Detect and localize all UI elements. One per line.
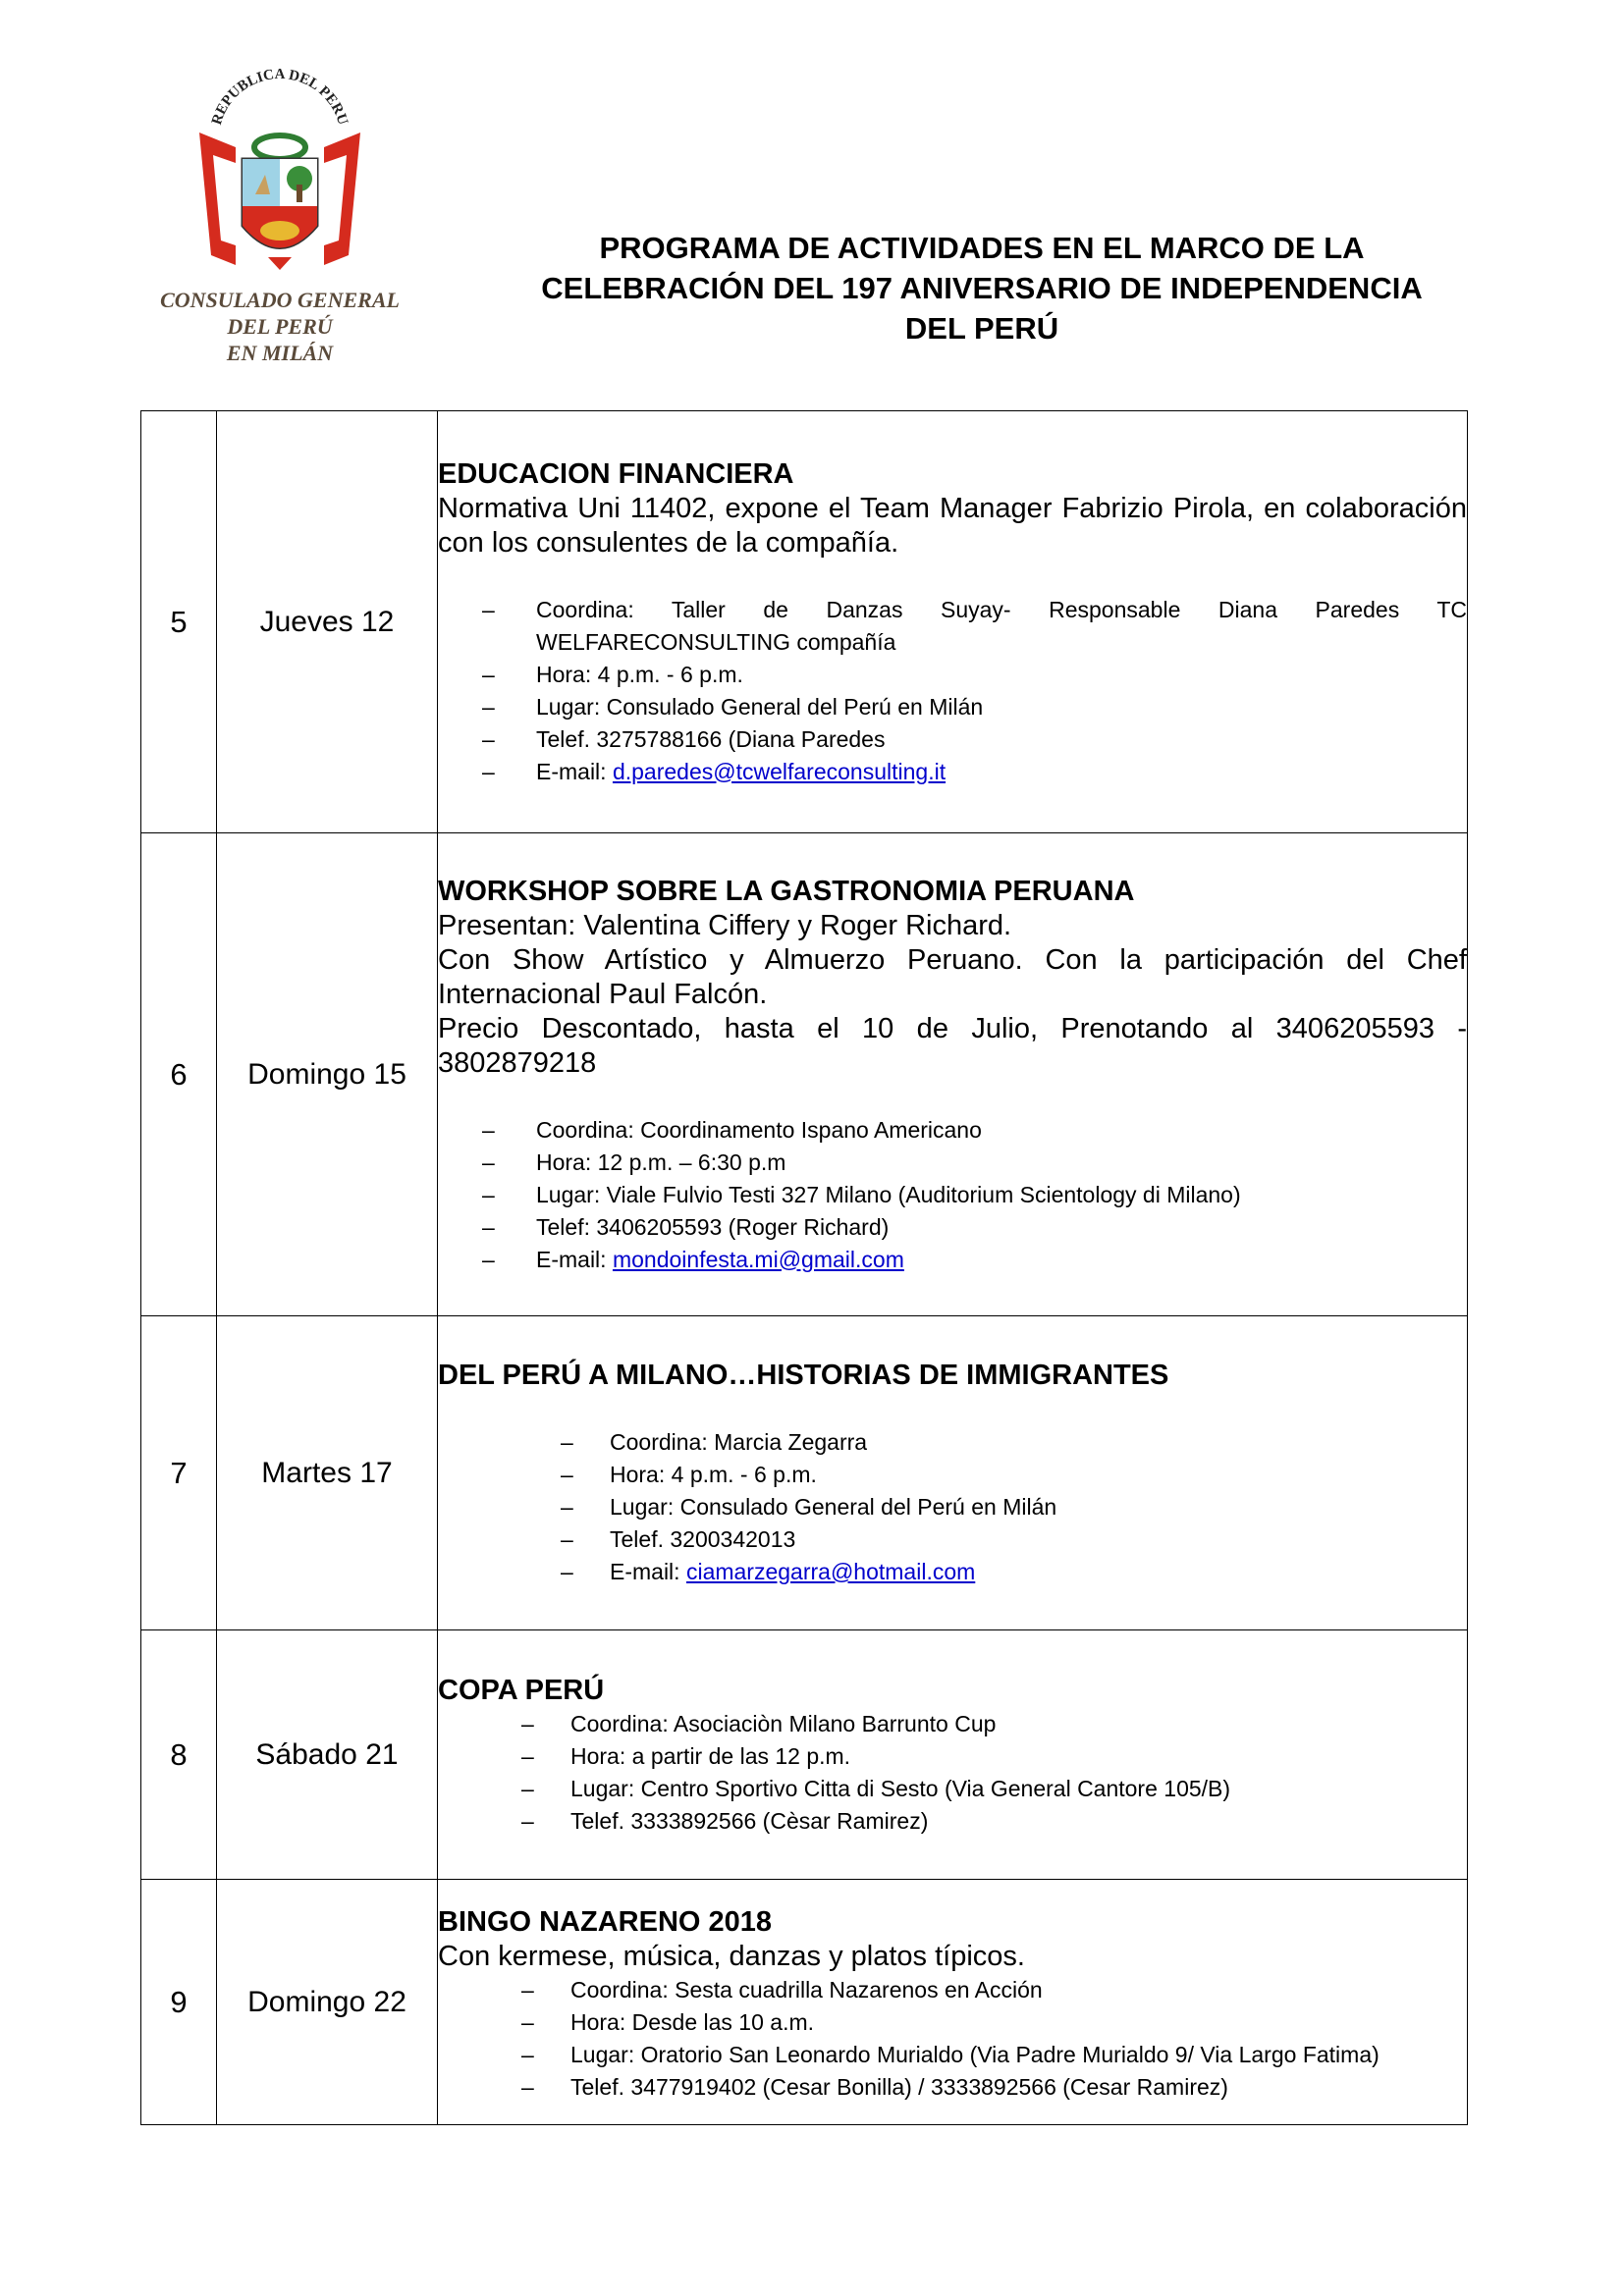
detail-hora: – Hora: a partir de las 12 p.m. [438, 1740, 1467, 1773]
detail-coordina: – Coordina: Asociaciòn Milano Barrunto Cup [438, 1708, 1467, 1740]
detail-telef: – Telef. 3275788166 (Diana Paredes [438, 723, 1467, 756]
event-day: Domingo 15 [217, 833, 438, 1316]
event-number: 9 [141, 1880, 217, 2125]
event-description: Con Show Artístico y Almuerzo Peruano. Con la participación del Chef Internacional Paul Falcón. [438, 943, 1467, 1010]
title-line: PROGRAMA DE ACTIVIDADES EN EL MARCO DE LA [599, 231, 1365, 265]
event-description: Presentan: Valentina Ciffery y Roger Richard. [438, 909, 1012, 941]
event-number: 8 [141, 1630, 217, 1880]
detail-email [438, 1244, 1467, 1276]
event-details [438, 1426, 1467, 1588]
event-number: 5 [141, 411, 217, 833]
detail-lugar: – Lugar: Oratorio San Leonardo Murialdo (Via Padre Murialdo 9/ Via Largo Fatima) [438, 2039, 1467, 2071]
event-content [438, 833, 1468, 1316]
document-title [481, 228, 1483, 348]
table-row [141, 833, 1468, 1316]
detail-coordina: – Coordina: Coordinamento Ispano Americano [438, 1114, 1467, 1147]
title-line: CELEBRACIÓN DEL 197 ANIVERSARIO DE INDEPENDENCIA [541, 271, 1423, 305]
table-row [141, 1630, 1468, 1880]
detail-telef: – Telef: 3406205593 (Roger Richard) [438, 1211, 1467, 1244]
activities-table [140, 410, 1468, 2125]
event-content [438, 1880, 1468, 2125]
email-label: E-mail: [610, 1559, 686, 1584]
table-row [141, 1880, 1468, 2125]
consulado-line: CONSULADO GENERAL [160, 288, 400, 312]
event-content [438, 411, 1468, 833]
detail-lugar: – Lugar: Centro Sportivo Citta di Sesto (Via General Cantore 105/B) [438, 1773, 1467, 1805]
event-title: WORKSHOP SOBRE LA GASTRONOMIA PERUANA [438, 875, 1135, 907]
event-details [438, 1114, 1467, 1276]
event-title: DEL PERÚ A MILANO…HISTORIAS DE IMMIGRANTES [438, 1360, 1169, 1391]
detail-hora: – Hora: 4 p.m. - 6 p.m. [438, 659, 1467, 691]
consulate-name [137, 287, 422, 366]
title-line: DEL PERÚ [904, 311, 1059, 346]
detail-telef: – Telef. 3200342013 [438, 1523, 1467, 1556]
svg-text:REPUBLICA DEL PERU: REPUBLICA DEL PERU [208, 69, 352, 128]
detail-coordina: – Coordina: Marcia Zegarra [438, 1426, 1467, 1459]
table-row [141, 1316, 1468, 1630]
detail-coordina: – Coordina: Taller de Danzas Suyay- Responsable Diana Paredes TC WELFARECONSULTING compañía [438, 594, 1467, 659]
detail-hora: – Hora: Desde las 10 a.m. [438, 2006, 1467, 2039]
email-link[interactable]: ciamarzegarra@hotmail.com [685, 1559, 976, 1584]
peru-coat-of-arms-icon [191, 69, 368, 285]
email-link[interactable]: d.paredes@tcwelfareconsulting.it [612, 758, 947, 784]
event-number: 6 [141, 833, 217, 1316]
event-content [438, 1630, 1468, 1880]
event-description: Con kermese, música, danzas y platos típicos. [438, 1941, 1025, 1972]
event-title: BINGO NAZARENO 2018 [438, 1906, 773, 1938]
detail-lugar: – Lugar: Consulado General del Perú en Milán [438, 1491, 1467, 1523]
detail-email [438, 1556, 1467, 1588]
detail-coordina: – Coordina: Sesta cuadrilla Nazarenos en Acción [438, 1974, 1467, 2006]
email-label: E-mail: [536, 1246, 613, 1272]
event-description: Precio Descontado, hasta el 10 de Julio, Prenotando al 3406205593 - 3802879218 [438, 1012, 1467, 1079]
event-details [438, 1708, 1467, 1838]
event-description: Normativa Uni 11402, expone el Team Manager Fabrizio Pirola, en colaboración con los consulentes de la compañía. [438, 492, 1467, 559]
event-day: Jueves 12 [217, 411, 438, 833]
event-details [438, 594, 1467, 788]
consulado-line: DEL PERÚ [227, 314, 333, 339]
event-details [438, 1974, 1467, 2104]
event-day: Domingo 22 [217, 1880, 438, 2125]
event-title: COPA PERÚ [438, 1674, 605, 1706]
detail-telef: – Telef. 3333892566 (Cèsar Ramirez) [438, 1805, 1467, 1838]
table-row [141, 411, 1468, 833]
event-day: Sábado 21 [217, 1630, 438, 1880]
email-label: E-mail: [536, 758, 613, 784]
detail-lugar: – Lugar: Viale Fulvio Testi 327 Milano (Auditorium Scientology di Milano) [438, 1179, 1467, 1211]
event-day: Martes 17 [217, 1316, 438, 1630]
event-content [438, 1316, 1468, 1630]
detail-hora: – Hora: 4 p.m. - 6 p.m. [438, 1459, 1467, 1491]
email-link[interactable]: mondoinfesta.mi@gmail.com [612, 1246, 904, 1272]
consulado-line: EN MILÁN [226, 341, 334, 365]
detail-telef: – Telef. 3477919402 (Cesar Bonilla) / 3333892566 (Cesar Ramirez) [438, 2071, 1467, 2104]
event-title: EDUCACION FINANCIERA [438, 457, 794, 490]
event-number: 7 [141, 1316, 217, 1630]
detail-email [438, 756, 1467, 788]
detail-lugar: – Lugar: Consulado General del Perú en Milán [438, 691, 1467, 723]
detail-hora: – Hora: 12 p.m. – 6:30 p.m [438, 1147, 1467, 1179]
